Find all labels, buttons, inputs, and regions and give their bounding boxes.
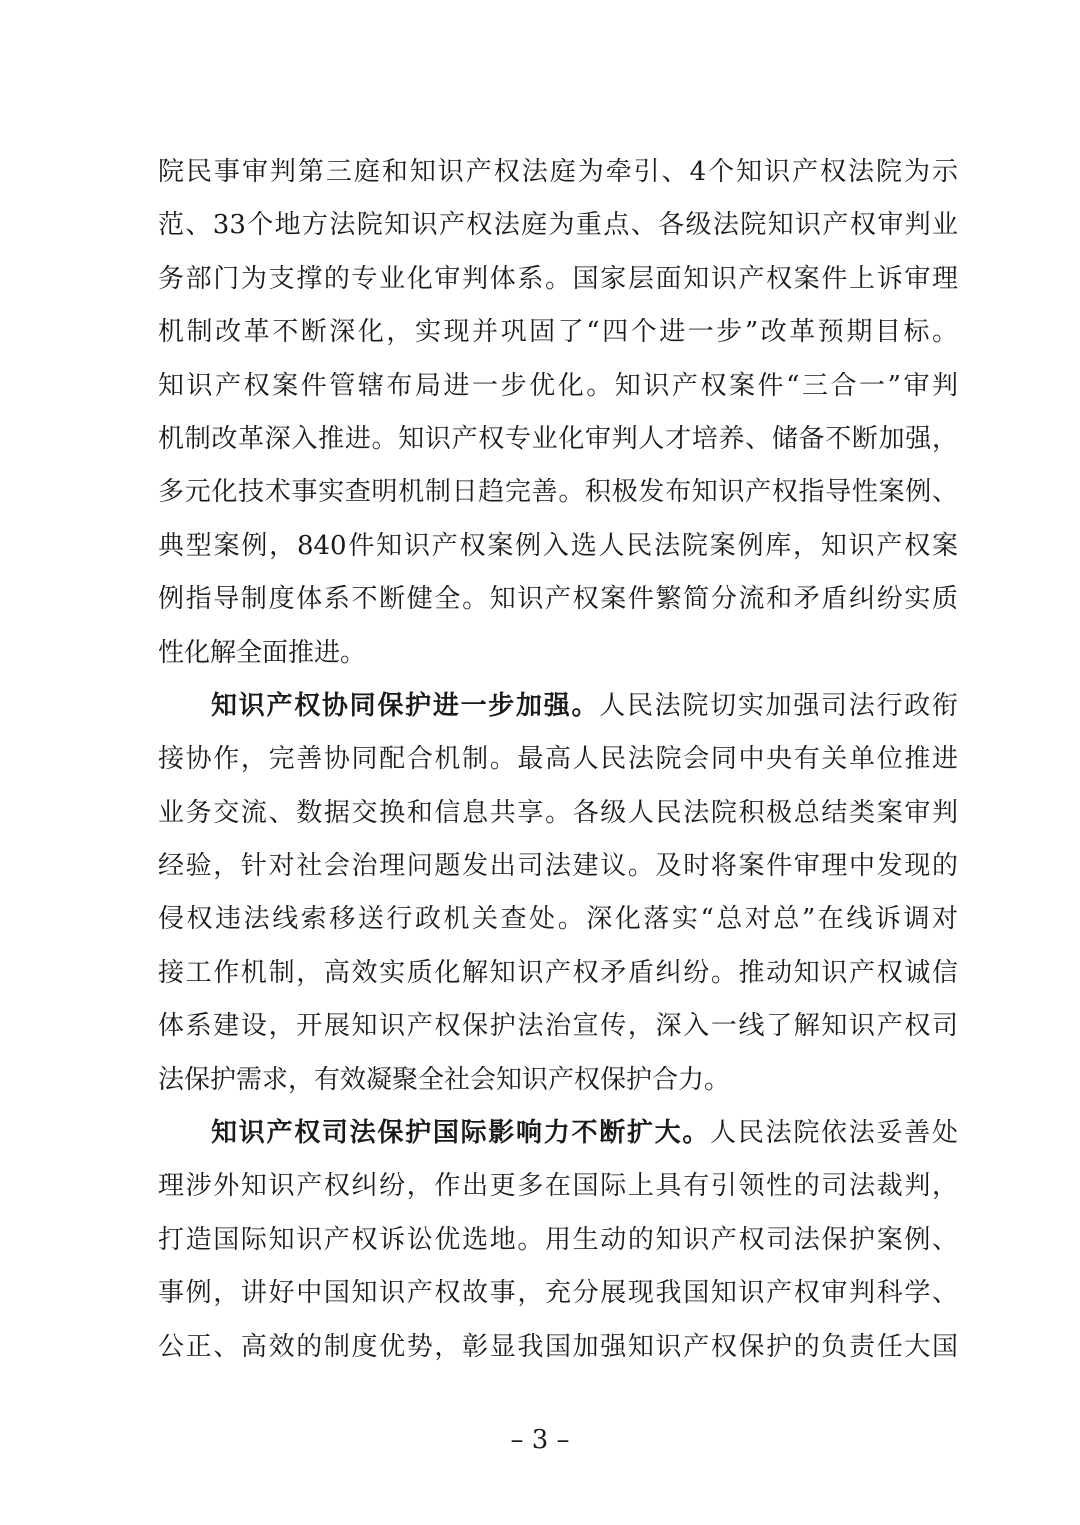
- text-line: 机制改革不断深化，实现并巩固了“四个进一步”改革预期目标。: [158, 317, 958, 348]
- text-span: 人民法院切实加强司法行政衔: [599, 690, 958, 721]
- text-line: 经验，针对社会治理问题发出司法建议。及时将案件审理中发现的: [158, 851, 958, 882]
- text-line: 事例，讲好中国知识产权故事，充分展现我国知识产权审判科学、: [158, 1278, 958, 1309]
- text-line: 业务交流、数据交换和信息共享。各级人民法院积极总结类案审判: [158, 797, 958, 828]
- page-number: – 3 –: [510, 1425, 570, 1455]
- text-line: 例指导制度体系不断健全。知识产权案件繁简分流和矛盾纠纷实质: [158, 584, 958, 615]
- text-line: 知识产权案件管辖布局进一步优化。知识产权案件“三合一”审判: [158, 370, 958, 401]
- text-line: 务部门为支撑的专业化审判体系。国家层面知识产权案件上诉审理: [158, 263, 958, 294]
- text-line: 接工作机制，高效实质化解知识产权矛盾纠纷。推动知识产权诚信: [158, 957, 958, 988]
- text-span: 人民法院依法妥善处: [710, 1118, 958, 1149]
- text-line: 机制改革深入推进。知识产权专业化审判人才培养、储备不断加强，: [158, 423, 958, 454]
- text-line: 理涉外知识产权纠纷，作出更多在国际上具有引领性的司法裁判，: [158, 1171, 958, 1202]
- section-heading: 知识产权协同保护进一步加强。: [211, 690, 600, 721]
- text-line: 打造国际知识产权诉讼优选地。用生动的知识产权司法保护案例、: [158, 1224, 958, 1255]
- text-line: 接协作，完善协同配合机制。最高人民法院会同中央有关单位推进: [158, 744, 958, 775]
- text-line: 院民事审判第三庭和知识产权法庭为牵引、4个知识产权法院为示: [158, 157, 958, 187]
- text-line: 性化解全面推进。: [158, 637, 367, 668]
- paragraph-first-line: [158, 680, 958, 733]
- text-line: 多元化技术事实查明机制日趋完善。积极发布知识产权指导性案例、: [158, 477, 958, 508]
- body-text: [158, 146, 958, 1374]
- section-heading: 知识产权司法保护国际影响力不断扩大。: [211, 1118, 711, 1149]
- paragraph-first-line: [158, 1107, 958, 1160]
- text-line: 法保护需求，有效凝聚全社会知识产权保护合力。: [158, 1064, 731, 1095]
- text-line: 体系建设，开展知识产权保护法治宣传，深入一线了解知识产权司: [158, 1011, 958, 1042]
- text-line: 典型案例，840件知识产权案例入选人民法院案例库，知识产权案: [158, 530, 958, 561]
- text-line: 范、33个地方法院知识产权法庭为重点、各级法院知识产权审判业: [158, 210, 958, 241]
- text-line: 侵权违法线索移送行政机关查处。深化落实“总对总”在线诉调对: [158, 904, 958, 935]
- text-line: 公正、高效的制度优势，彰显我国加强知识产权保护的负责任大国: [158, 1331, 958, 1362]
